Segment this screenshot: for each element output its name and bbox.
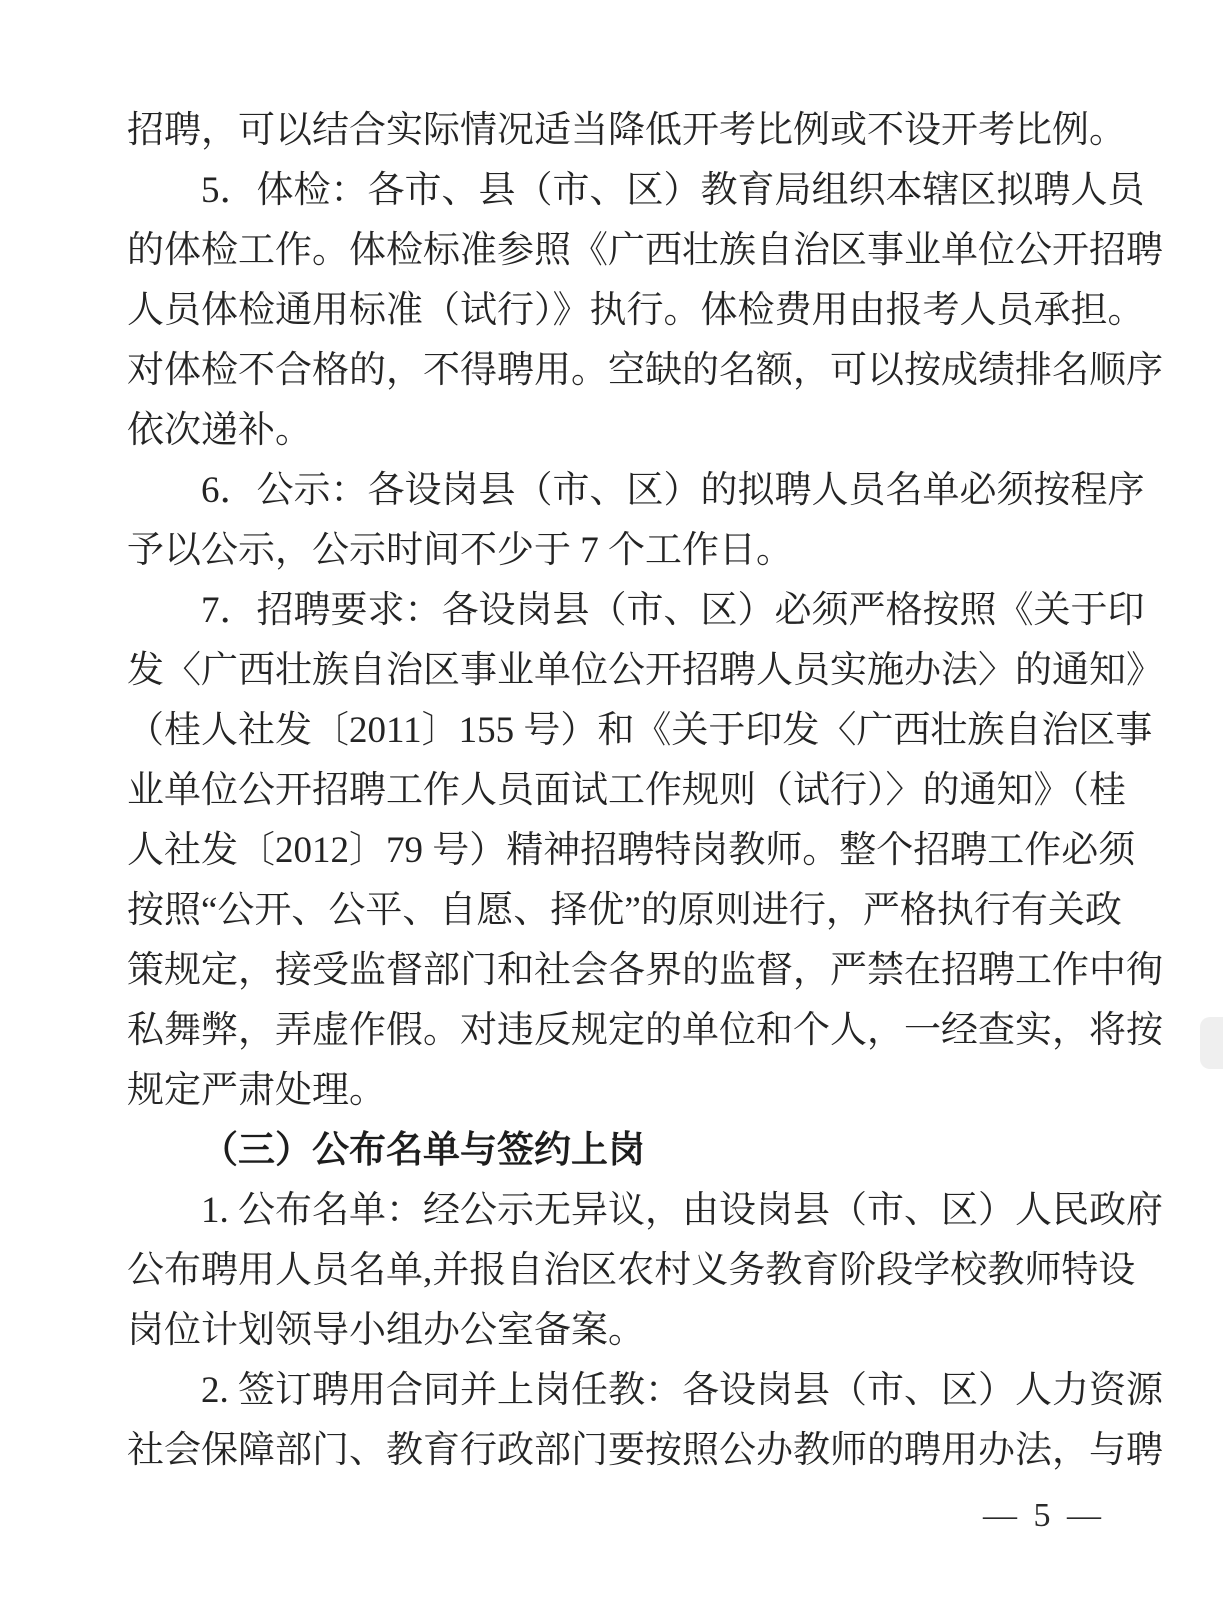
text-line: 岗位计划领导小组办公室备案。 <box>127 1310 645 1351</box>
document-text-block <box>127 101 1163 1481</box>
text-line: 人员体检通用标准（试行）》执行。体检费用由报考人员承担。 <box>127 290 1145 331</box>
text-line: 依次递补。 <box>127 410 312 451</box>
text-line: 5．体检：各市、县（市、区）教育局组织本辖区拟聘人员 <box>201 170 1145 211</box>
text-line: 按照“公开、公平、自愿、择优”的原则进行，严格执行有关政 <box>127 890 1122 931</box>
text-line: 2. 签订聘用合同并上岗任教：各设岗县（市、区）人力资源 <box>201 1370 1163 1411</box>
text-line: 1. 公布名单：经公示无异议，由设岗县（市、区）人民政府 <box>201 1190 1163 1231</box>
text-line: 予以公示，公示时间不少于 7 个工作日。 <box>127 530 793 571</box>
scrollbar-thumb[interactable] <box>1200 1017 1223 1069</box>
text-line: 公布聘用人员名单,并报自治区农村义务教育阶段学校教师特设 <box>127 1250 1136 1291</box>
text-line: 的体检工作。体检标准参照《广西壮族自治区事业单位公开招聘 <box>127 230 1163 271</box>
text-line: 发〈广西壮族自治区事业单位公开招聘人员实施办法〉的通知》 <box>127 650 1163 691</box>
text-line: （桂人社发〔2011〕155 号）和《关于印发〈广西壮族自治区事 <box>127 710 1153 751</box>
section-heading: （三）公布名单与签约上岗 <box>201 1130 645 1171</box>
page-number: — 5 — <box>983 1497 1105 1534</box>
text-line: 6．公示：各设岗县（市、区）的拟聘人员名单必须按程序 <box>201 470 1145 511</box>
text-line: 7．招聘要求：各设岗县（市、区）必须严格按照《关于印 <box>201 590 1145 631</box>
text-line: 规定严肃处理。 <box>127 1070 386 1111</box>
text-line: 招聘，可以结合实际情况适当降低开考比例或不设开考比例。 <box>127 110 1126 151</box>
text-line: 社会保障部门、教育行政部门要按照公办教师的聘用办法，与聘 <box>127 1430 1163 1471</box>
text-line: 人社发〔2012〕79 号）精神招聘特岗教师。整个招聘工作必须 <box>127 830 1136 871</box>
text-line: 对体检不合格的，不得聘用。空缺的名额，可以按成绩排名顺序 <box>127 350 1163 391</box>
text-line: 私舞弊，弄虚作假。对违反规定的单位和个人，一经查实，将按 <box>127 1010 1163 1051</box>
text-line: 业单位公开招聘工作人员面试工作规则（试行）〉的通知》（桂 <box>127 770 1126 811</box>
text-line: 策规定，接受监督部门和社会各界的监督，严禁在招聘工作中徇 <box>127 950 1163 991</box>
